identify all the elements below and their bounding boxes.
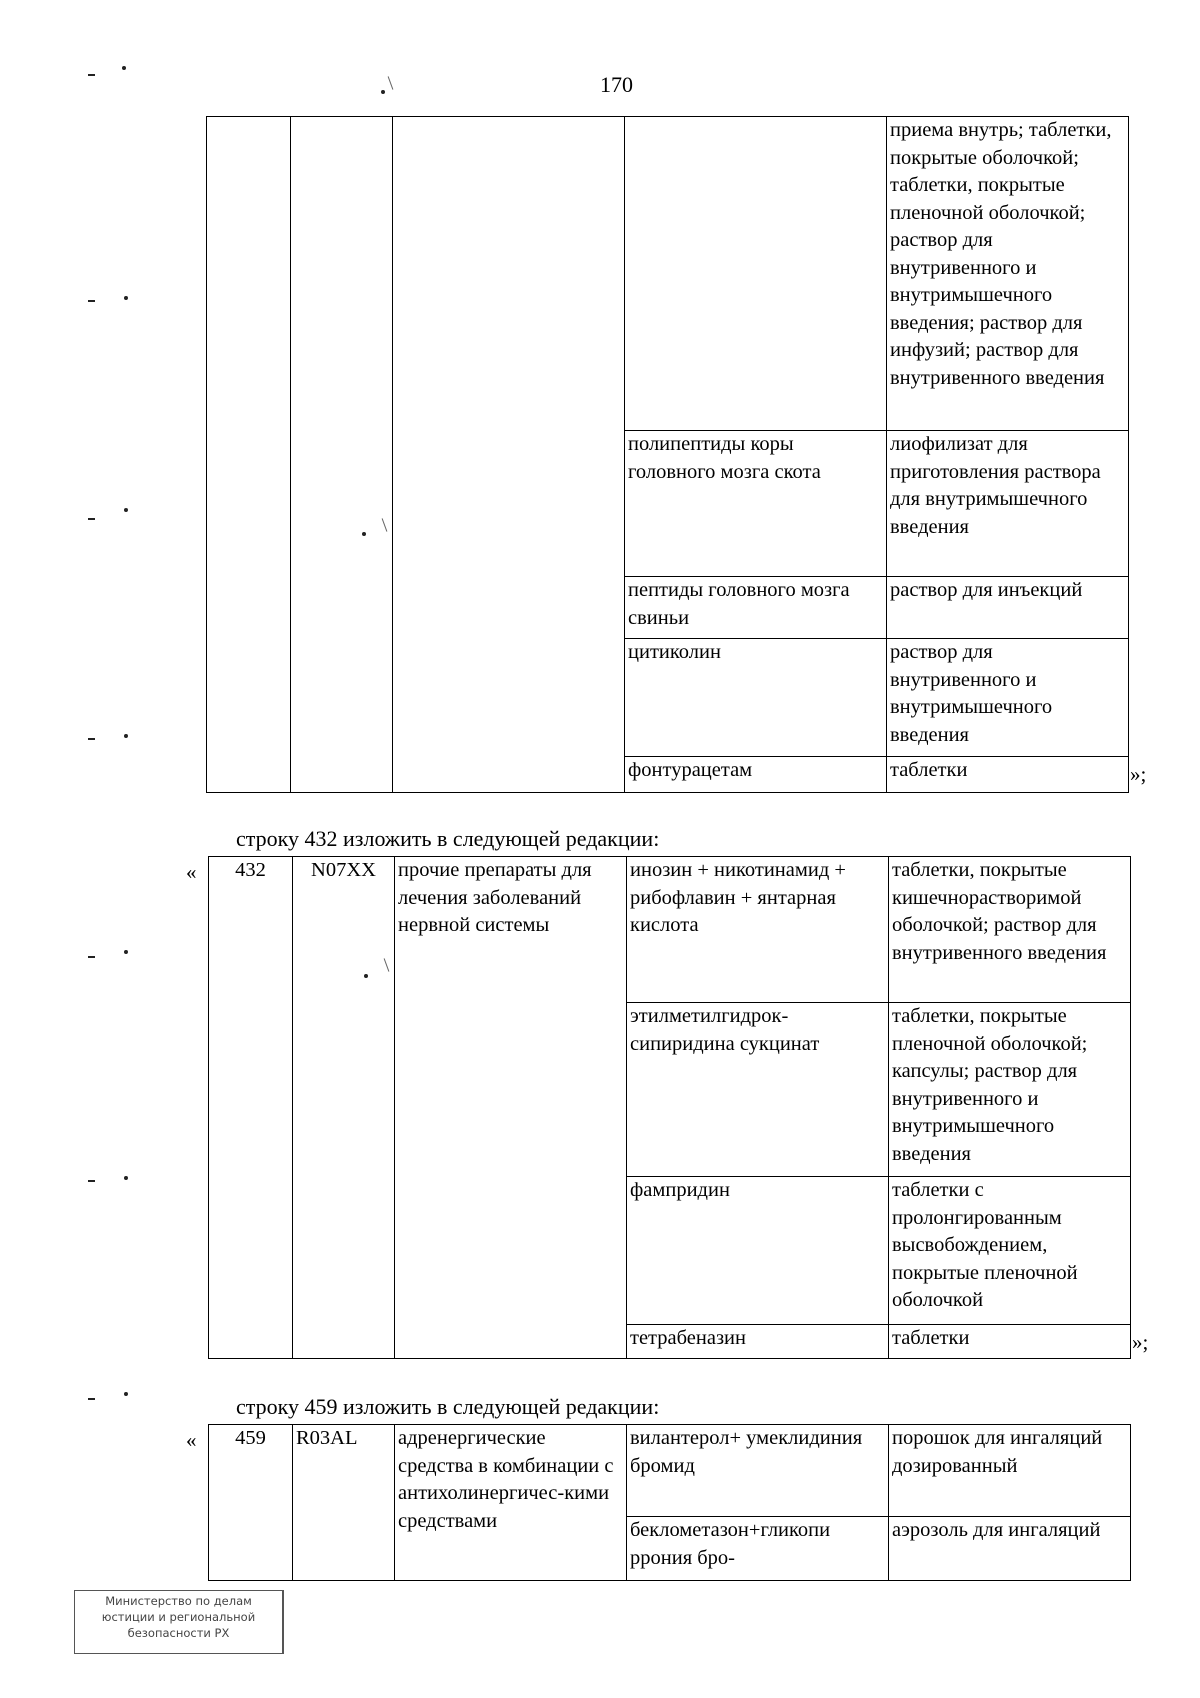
margin-mark [88, 1398, 95, 1400]
code-cell [291, 117, 393, 793]
table-row [209, 1425, 1131, 1517]
form-cell: таблетки [889, 1325, 1131, 1359]
form-cell: таблетки с пролонгированным высвобождением, покрытые пленочной оболочкой [889, 1177, 1131, 1325]
drug-cell [625, 117, 887, 431]
margin-mark [88, 74, 95, 76]
margin-mark [88, 738, 95, 740]
number-cell: 432 [209, 857, 293, 1359]
scan-dot [381, 90, 385, 94]
margin-mark [124, 296, 128, 300]
margin-mark [88, 956, 95, 958]
drug-cell: пептиды головного мозга свиньи [625, 577, 887, 639]
drug-cell: вилантерол+ умеклидиния бромид [627, 1425, 889, 1517]
stamp-line: юстиции и региональной [101, 1610, 256, 1624]
margin-mark [124, 950, 128, 954]
instruction-432: строку 432 изложить в следующей редакции: [236, 826, 660, 851]
page-number: 170 [600, 72, 633, 97]
margin-mark [124, 508, 128, 512]
margin-mark [88, 1180, 95, 1182]
table-row [207, 117, 1129, 431]
form-cell: приема внутрь; таблетки, покрытые оболочкой; таблетки, покрытые пленочной оболочкой; раствор для внутривенного и внутримышечного введения; раствор для инфузий; раствор для внутривенного введения [887, 117, 1129, 431]
continued-table [206, 116, 1129, 793]
drug-cell: инозин + никотинамид + рибофлавин + янтарная кислота [627, 857, 889, 1003]
scan-speck [388, 76, 394, 89]
stamp-line: Министерство по делам [105, 1594, 252, 1608]
form-cell: раствор для внутривенного и внутримышечного введения [887, 639, 1129, 757]
opening-quote: « [186, 1428, 197, 1452]
form-cell: таблетки [887, 757, 1129, 793]
drug-cell: фампридин [627, 1177, 889, 1325]
margin-mark [124, 1176, 128, 1180]
margin-mark [122, 66, 126, 70]
table-row [209, 857, 1131, 1003]
closing-quote: »; [1132, 1330, 1149, 1354]
margin-mark [124, 734, 128, 738]
form-cell: таблетки, покрытые пленочной оболочкой; капсулы; раствор для внутривенного и внутримышечного введения [889, 1003, 1131, 1177]
number-cell: 459 [209, 1425, 293, 1581]
drug-cell: полипептиды коры головного мозга скота [625, 431, 887, 577]
stamp-line: безопасности РХ [127, 1626, 230, 1640]
margin-mark [88, 300, 95, 302]
group-cell [393, 117, 625, 793]
table-row-432 [208, 856, 1131, 1359]
number-cell [207, 117, 291, 793]
drug-cell: беклометазон+гликопи ррония бро- [627, 1517, 889, 1581]
margin-mark [88, 518, 95, 520]
ministry-stamp [74, 1590, 284, 1654]
margin-mark [124, 1392, 128, 1396]
table-row-459 [208, 1424, 1131, 1581]
form-cell: лиофилизат для приготовления раствора для внутримышечного введения [887, 431, 1129, 577]
code-cell: N07XX [293, 857, 395, 1359]
closing-quote: »; [1130, 762, 1147, 786]
form-cell: раствор для инъекций [887, 577, 1129, 639]
form-cell: аэрозоль для ингаляций [889, 1517, 1131, 1581]
form-cell: таблетки, покрытые кишечнорастворимой оболочкой; раствор для внутривенного введения [889, 857, 1131, 1003]
code-cell: R03AL [293, 1425, 395, 1581]
drug-cell: тетрабеназин [627, 1325, 889, 1359]
form-cell: порошок для ингаляций дозированный [889, 1425, 1131, 1517]
drug-cell: этилметилгидрок-сипиридина сукцинат [627, 1003, 889, 1177]
drug-cell: фонтурацетам [625, 757, 887, 793]
opening-quote: « [186, 860, 197, 884]
group-cell: прочие препараты для лечения заболеваний нервной системы [395, 857, 627, 1359]
drug-cell: цитиколин [625, 639, 887, 757]
instruction-459: строку 459 изложить в следующей редакции: [236, 1394, 660, 1419]
group-cell: адренергические средства в комбинации с антихолинергичес-кими средствами [395, 1425, 627, 1581]
